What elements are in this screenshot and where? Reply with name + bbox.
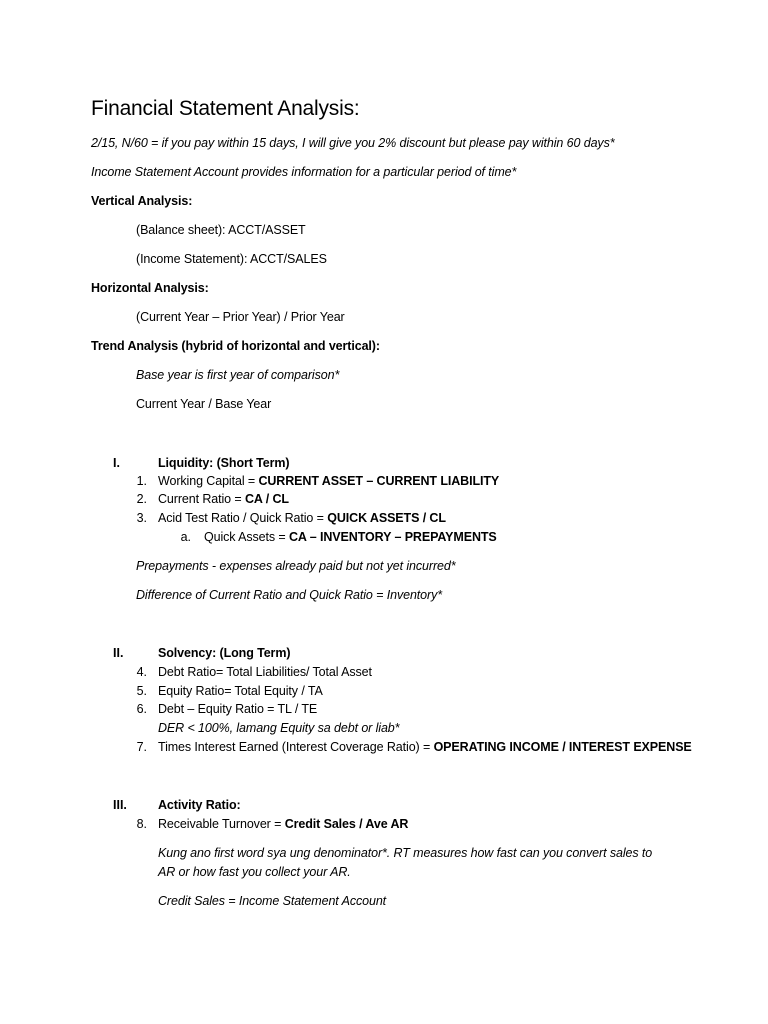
item-label: Times Interest Earned (Interest Coverage Ratio) = [158, 740, 434, 754]
list-number: 6. [136, 702, 147, 716]
list-item: Debt Ratio= Total Liabilities/ Total Asset [158, 665, 372, 679]
der-note: DER < 100%, lamang Equity sa debt or liab* [158, 721, 400, 735]
vertical-balance-sheet: (Balance sheet): ACCT/ASSET [136, 223, 306, 237]
trend-formula: Current Year / Base Year [136, 397, 272, 411]
item-label: Current Ratio = [158, 492, 245, 506]
list-item [158, 739, 692, 755]
item-formula: CA – INVENTORY – PREPAYMENTS [289, 530, 497, 544]
liquidity-heading: Liquidity: (Short Term) [158, 456, 290, 470]
list-number: 1. [136, 474, 147, 488]
list-item: Debt – Equity Ratio = TL / TE [158, 702, 318, 716]
list-number: 7. [136, 740, 147, 754]
solvency-heading: Solvency: (Long Term) [158, 646, 291, 660]
item-label: Acid Test Ratio / Quick Ratio = [158, 511, 328, 525]
list-item [158, 491, 289, 507]
horizontal-formula: (Current Year – Prior Year) / Prior Year [136, 310, 345, 324]
item-formula: Credit Sales / Ave AR [284, 817, 409, 831]
note-payment-terms: 2/15, N/60 = if you pay within 15 days, I will give you 2% discount but please pay within 60 days* [91, 136, 615, 150]
item-label: Quick Assets = [204, 530, 289, 544]
list-number: 3. [136, 511, 147, 525]
trend-analysis-heading: Trend Analysis (hybrid of horizontal and vertical): [91, 339, 380, 353]
section-roman-numeral: II. [113, 646, 124, 660]
item-formula: QUICK ASSETS / CL [327, 511, 446, 525]
activity-heading: Activity Ratio: [158, 798, 241, 812]
trend-note: Base year is first year of comparison* [136, 368, 340, 382]
item-label: Working Capital = [158, 474, 259, 488]
item-label: Receivable Turnover = [158, 817, 285, 831]
receivable-turnover-note-cont: AR or how fast you collect your AR. [158, 865, 351, 879]
horizontal-analysis-heading: Horizontal Analysis: [91, 281, 209, 295]
list-number: 5. [136, 684, 147, 698]
receivable-turnover-note: Kung ano first word sya ung denominator*. RT measures how fast can you convert sales to [158, 846, 653, 860]
list-item [158, 816, 408, 832]
list-item: Equity Ratio= Total Equity / TA [158, 684, 323, 698]
credit-sales-note: Credit Sales = Income Statement Account [158, 894, 387, 908]
item-formula: CA / CL [244, 492, 289, 506]
list-number: 4. [136, 665, 147, 679]
vertical-income-statement: (Income Statement): ACCT/SALES [136, 252, 327, 266]
sub-list-item [204, 529, 497, 545]
section-roman-numeral: III. [113, 798, 127, 812]
item-formula: OPERATING INCOME / INTEREST EXPENSE [433, 740, 692, 754]
page-title: Financial Statement Analysis: [91, 97, 360, 120]
sub-list-letter: a. [180, 530, 191, 544]
note-income-statement: Income Statement Account provides information for a particular period of time* [91, 165, 517, 179]
ratio-difference-note: Difference of Current Ratio and Quick Ratio = Inventory* [136, 588, 443, 602]
section-roman-numeral: I. [113, 456, 120, 470]
list-item [158, 510, 446, 526]
vertical-analysis-heading: Vertical Analysis: [91, 194, 193, 208]
item-formula: CURRENT ASSET – CURRENT LIABILITY [258, 474, 500, 488]
list-number: 2. [136, 492, 147, 506]
list-number: 8. [136, 817, 147, 831]
list-item [158, 473, 499, 489]
prepayments-note: Prepayments - expenses already paid but not yet incurred* [136, 559, 456, 573]
